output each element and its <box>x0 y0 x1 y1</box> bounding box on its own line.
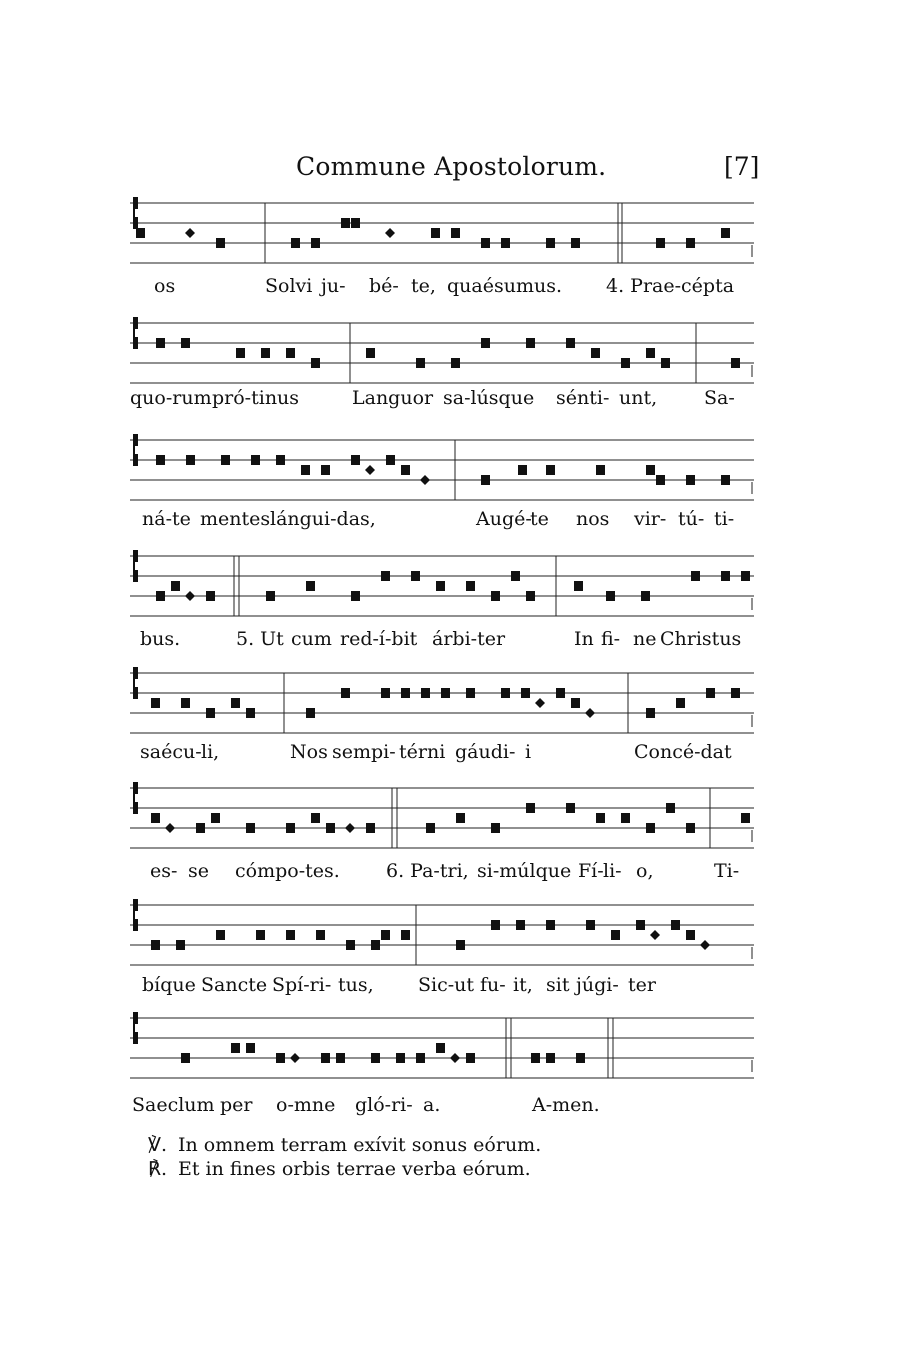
c-clef-icon <box>133 667 138 699</box>
square-neume <box>516 920 525 930</box>
square-neume <box>211 813 220 823</box>
square-neume <box>386 455 395 465</box>
syllable: li- <box>603 860 622 882</box>
square-neume <box>436 581 445 591</box>
syllable: Sancte <box>201 974 268 996</box>
square-neume <box>531 1053 540 1063</box>
c-clef-icon <box>133 550 138 582</box>
square-neume <box>491 823 500 833</box>
c-clef-icon <box>133 899 138 931</box>
square-neume <box>566 338 575 348</box>
square-neume <box>686 475 695 485</box>
rhombus-neume <box>450 1053 460 1063</box>
chant-staff <box>130 315 754 395</box>
square-neume <box>466 581 475 591</box>
chant-staff <box>130 780 754 860</box>
syllable: vir- <box>634 508 667 530</box>
syllable: quaésumus. <box>447 275 563 297</box>
square-neume <box>396 1053 405 1063</box>
syllable: Saeclum <box>132 1094 215 1116</box>
syllable: sa-lúsque <box>443 387 535 409</box>
syllable: Ti- <box>714 860 740 882</box>
rhombus-neume <box>700 940 710 950</box>
square-neume <box>466 1053 475 1063</box>
syllable: ju- <box>321 275 346 297</box>
rhombus-neume <box>650 930 660 940</box>
square-neume <box>706 688 715 698</box>
rhombus-neume <box>290 1053 300 1063</box>
syllable: bé- <box>369 275 399 297</box>
square-neume <box>511 571 520 581</box>
square-neume <box>381 688 390 698</box>
syllable: Concé-dat <box>634 741 732 763</box>
square-neume <box>306 708 315 718</box>
square-neume <box>351 218 360 228</box>
square-neume <box>686 823 695 833</box>
square-neume <box>641 591 650 601</box>
c-clef-icon <box>133 317 138 349</box>
square-neume <box>566 803 575 813</box>
page-title: Commune Apostolorum. <box>296 152 607 181</box>
square-neume <box>621 813 630 823</box>
syllable: unt, <box>619 387 658 409</box>
square-neume <box>341 218 350 228</box>
square-neume <box>421 688 430 698</box>
syllable: tus, <box>338 974 374 996</box>
lyrics-line <box>130 387 754 411</box>
square-neume <box>606 591 615 601</box>
rhombus-neume <box>345 823 355 833</box>
square-neume <box>381 571 390 581</box>
square-neume <box>156 591 165 601</box>
syllable: os <box>154 275 176 297</box>
square-neume <box>336 1053 345 1063</box>
square-neume <box>246 1043 255 1053</box>
square-neume <box>546 465 555 475</box>
square-neume <box>206 708 215 718</box>
square-neume <box>221 455 230 465</box>
square-neume <box>291 238 300 248</box>
square-neume <box>416 1053 425 1063</box>
syllable: ti- <box>714 508 735 530</box>
chant-staff <box>130 548 754 628</box>
syllable: tú- <box>678 508 705 530</box>
square-neume <box>741 571 750 581</box>
square-neume <box>351 591 360 601</box>
square-neume <box>491 920 500 930</box>
square-neume <box>156 338 165 348</box>
syllable: sénti- <box>556 387 610 409</box>
square-neume <box>326 823 335 833</box>
square-neume <box>574 581 583 591</box>
syllable: li, <box>201 741 220 763</box>
syllable: bus. <box>140 628 181 650</box>
response-symbol: ℟. <box>148 1158 168 1180</box>
square-neume <box>521 688 530 698</box>
square-neume <box>451 358 460 368</box>
rhombus-neume <box>385 228 395 238</box>
versicle-block <box>148 1133 541 1181</box>
square-neume <box>276 1053 285 1063</box>
square-neume <box>731 358 740 368</box>
square-neume <box>341 688 350 698</box>
square-neume <box>481 238 490 248</box>
syllable: si-múlque <box>477 860 572 882</box>
square-neume <box>611 930 620 940</box>
syllable: ne <box>633 628 657 650</box>
syllable: pró-tinus <box>212 387 300 409</box>
square-neume <box>596 465 605 475</box>
square-neume <box>311 238 320 248</box>
chant-staff <box>130 432 754 512</box>
page-number: [7] <box>724 152 760 181</box>
square-neume <box>301 465 310 475</box>
square-neume <box>251 455 260 465</box>
square-neume <box>306 581 315 591</box>
square-neume <box>286 348 295 358</box>
syllable: fi- <box>601 628 621 650</box>
syllable: júgi- <box>576 974 619 996</box>
square-neume <box>646 465 655 475</box>
response-line <box>148 1157 541 1181</box>
square-neume <box>431 228 440 238</box>
square-neume <box>401 688 410 698</box>
square-neume <box>266 591 275 601</box>
square-neume <box>501 238 510 248</box>
syllable: 5. Ut <box>236 628 284 650</box>
square-neume <box>636 920 645 930</box>
syllable: ter <box>628 974 656 996</box>
syllable: cum <box>291 628 332 650</box>
square-neume <box>571 238 580 248</box>
syllable: fu- <box>480 974 506 996</box>
syllable: Christus <box>660 628 742 650</box>
square-neume <box>186 455 195 465</box>
square-neume <box>456 940 465 950</box>
square-neume <box>646 823 655 833</box>
square-neume <box>321 465 330 475</box>
lyrics-line <box>130 1094 754 1118</box>
square-neume <box>236 348 245 358</box>
syllable: Fí- <box>578 860 604 882</box>
syllable: Solvi <box>265 275 313 297</box>
syllable: te <box>530 508 549 530</box>
chant-staff <box>130 897 754 977</box>
square-neume <box>411 571 420 581</box>
square-neume <box>351 455 360 465</box>
square-neume <box>596 813 605 823</box>
syllable: Languor <box>352 387 434 409</box>
lyrics-line <box>130 974 754 998</box>
square-neume <box>366 823 375 833</box>
syllable: es- <box>150 860 178 882</box>
chant-staff <box>130 665 754 745</box>
square-neume <box>401 465 410 475</box>
syllable: ná-te <box>142 508 191 530</box>
syllable: quo-rum <box>130 387 212 409</box>
syllable: cómpo-tes. <box>235 860 340 882</box>
lyrics-line <box>130 860 754 884</box>
square-neume <box>151 698 160 708</box>
syllable: it, <box>513 974 533 996</box>
square-neume <box>586 920 595 930</box>
syllable: Nos <box>290 741 328 763</box>
square-neume <box>246 823 255 833</box>
square-neume <box>171 581 180 591</box>
square-neume <box>576 1053 585 1063</box>
square-neume <box>481 338 490 348</box>
syllable: térni <box>399 741 446 763</box>
syllable: gáudi- <box>455 741 516 763</box>
syllable: o-mne <box>276 1094 336 1116</box>
square-neume <box>741 813 750 823</box>
lyrics-line <box>130 628 754 652</box>
square-neume <box>176 940 185 950</box>
syllable: In <box>574 628 594 650</box>
square-neume <box>216 238 225 248</box>
square-neume <box>436 1043 445 1053</box>
square-neume <box>416 358 425 368</box>
syllable: o, <box>636 860 654 882</box>
square-neume <box>546 920 555 930</box>
square-neume <box>441 688 450 698</box>
square-neume <box>181 1053 190 1063</box>
lyrics-line <box>130 741 754 765</box>
lyrics-line <box>130 275 754 299</box>
rhombus-neume <box>585 708 595 718</box>
square-neume <box>196 823 205 833</box>
syllable: sempi- <box>332 741 396 763</box>
square-neume <box>231 698 240 708</box>
square-neume <box>556 688 565 698</box>
square-neume <box>451 228 460 238</box>
square-neume <box>686 930 695 940</box>
square-neume <box>261 348 270 358</box>
square-neume <box>311 358 320 368</box>
syllable: Spí-ri- <box>272 974 332 996</box>
rhombus-neume <box>165 823 175 833</box>
square-neume <box>181 338 190 348</box>
square-neume <box>381 930 390 940</box>
square-neume <box>276 455 285 465</box>
rhombus-neume <box>185 591 195 601</box>
square-neume <box>721 571 730 581</box>
syllable: lángui-das, <box>270 508 376 530</box>
rhombus-neume <box>535 698 545 708</box>
square-neume <box>731 688 740 698</box>
rhombus-neume <box>420 475 430 485</box>
square-neume <box>151 940 160 950</box>
syllable: a. <box>423 1094 441 1116</box>
syllable: nos <box>576 508 610 530</box>
square-neume <box>646 708 655 718</box>
square-neume <box>546 238 555 248</box>
square-neume <box>721 475 730 485</box>
syllable: bíque <box>142 974 196 996</box>
square-neume <box>181 698 190 708</box>
square-neume <box>661 358 670 368</box>
square-neume <box>401 930 410 940</box>
square-neume <box>686 238 695 248</box>
square-neume <box>256 930 265 940</box>
square-neume <box>591 348 600 358</box>
lyrics-line <box>130 508 754 532</box>
syllable: gló-ri- <box>355 1094 413 1116</box>
c-clef-icon <box>133 197 138 229</box>
syllable: sit <box>546 974 570 996</box>
square-neume <box>136 228 145 238</box>
square-neume <box>466 688 475 698</box>
square-neume <box>151 813 160 823</box>
square-neume <box>366 348 375 358</box>
square-neume <box>321 1053 330 1063</box>
square-neume <box>346 940 355 950</box>
versicle-symbol: ℣. <box>148 1134 168 1156</box>
syllable: 6. Pa-tri, <box>386 860 469 882</box>
square-neume <box>526 338 535 348</box>
chant-staff <box>130 195 754 275</box>
syllable: i <box>525 741 532 763</box>
square-neume <box>526 591 535 601</box>
square-neume <box>246 708 255 718</box>
square-neume <box>491 591 500 601</box>
square-neume <box>286 930 295 940</box>
syllable: mentes <box>200 508 271 530</box>
square-neume <box>691 571 700 581</box>
square-neume <box>571 698 580 708</box>
square-neume <box>316 930 325 940</box>
square-neume <box>426 823 435 833</box>
syllable: Augé- <box>476 508 532 530</box>
square-neume <box>666 803 675 813</box>
square-neume <box>231 1043 240 1053</box>
rhombus-neume <box>185 228 195 238</box>
square-neume <box>311 813 320 823</box>
square-neume <box>671 920 680 930</box>
syllable: se <box>188 860 209 882</box>
syllable: 4. Prae-cépta <box>606 275 735 297</box>
syllable: Sa- <box>704 387 735 409</box>
syllable: A-men. <box>532 1094 600 1116</box>
square-neume <box>546 1053 555 1063</box>
square-neume <box>156 455 165 465</box>
square-neume <box>646 348 655 358</box>
syllable: saécu- <box>140 741 202 763</box>
rhombus-neume <box>365 465 375 475</box>
c-clef-icon <box>133 782 138 814</box>
chant-staff <box>130 1010 754 1090</box>
square-neume <box>216 930 225 940</box>
square-neume <box>656 475 665 485</box>
syllable: Sic-ut <box>418 974 475 996</box>
syllable: red-í-bit <box>340 628 418 650</box>
versicle-text: In omnem terram exívit sonus eórum. <box>178 1134 542 1156</box>
syllable: árbi-ter <box>432 628 506 650</box>
square-neume <box>286 823 295 833</box>
square-neume <box>206 591 215 601</box>
versicle-line <box>148 1133 541 1157</box>
square-neume <box>456 813 465 823</box>
square-neume <box>526 803 535 813</box>
square-neume <box>621 358 630 368</box>
response-text: Et in fines orbis terrae verba eórum. <box>178 1158 531 1180</box>
square-neume <box>371 940 380 950</box>
square-neume <box>501 688 510 698</box>
square-neume <box>721 228 730 238</box>
square-neume <box>481 475 490 485</box>
square-neume <box>518 465 527 475</box>
square-neume <box>371 1053 380 1063</box>
syllable: per <box>220 1094 253 1116</box>
syllable: te, <box>411 275 436 297</box>
c-clef-icon <box>133 1012 138 1044</box>
square-neume <box>656 238 665 248</box>
square-neume <box>676 698 685 708</box>
c-clef-icon <box>133 434 138 466</box>
